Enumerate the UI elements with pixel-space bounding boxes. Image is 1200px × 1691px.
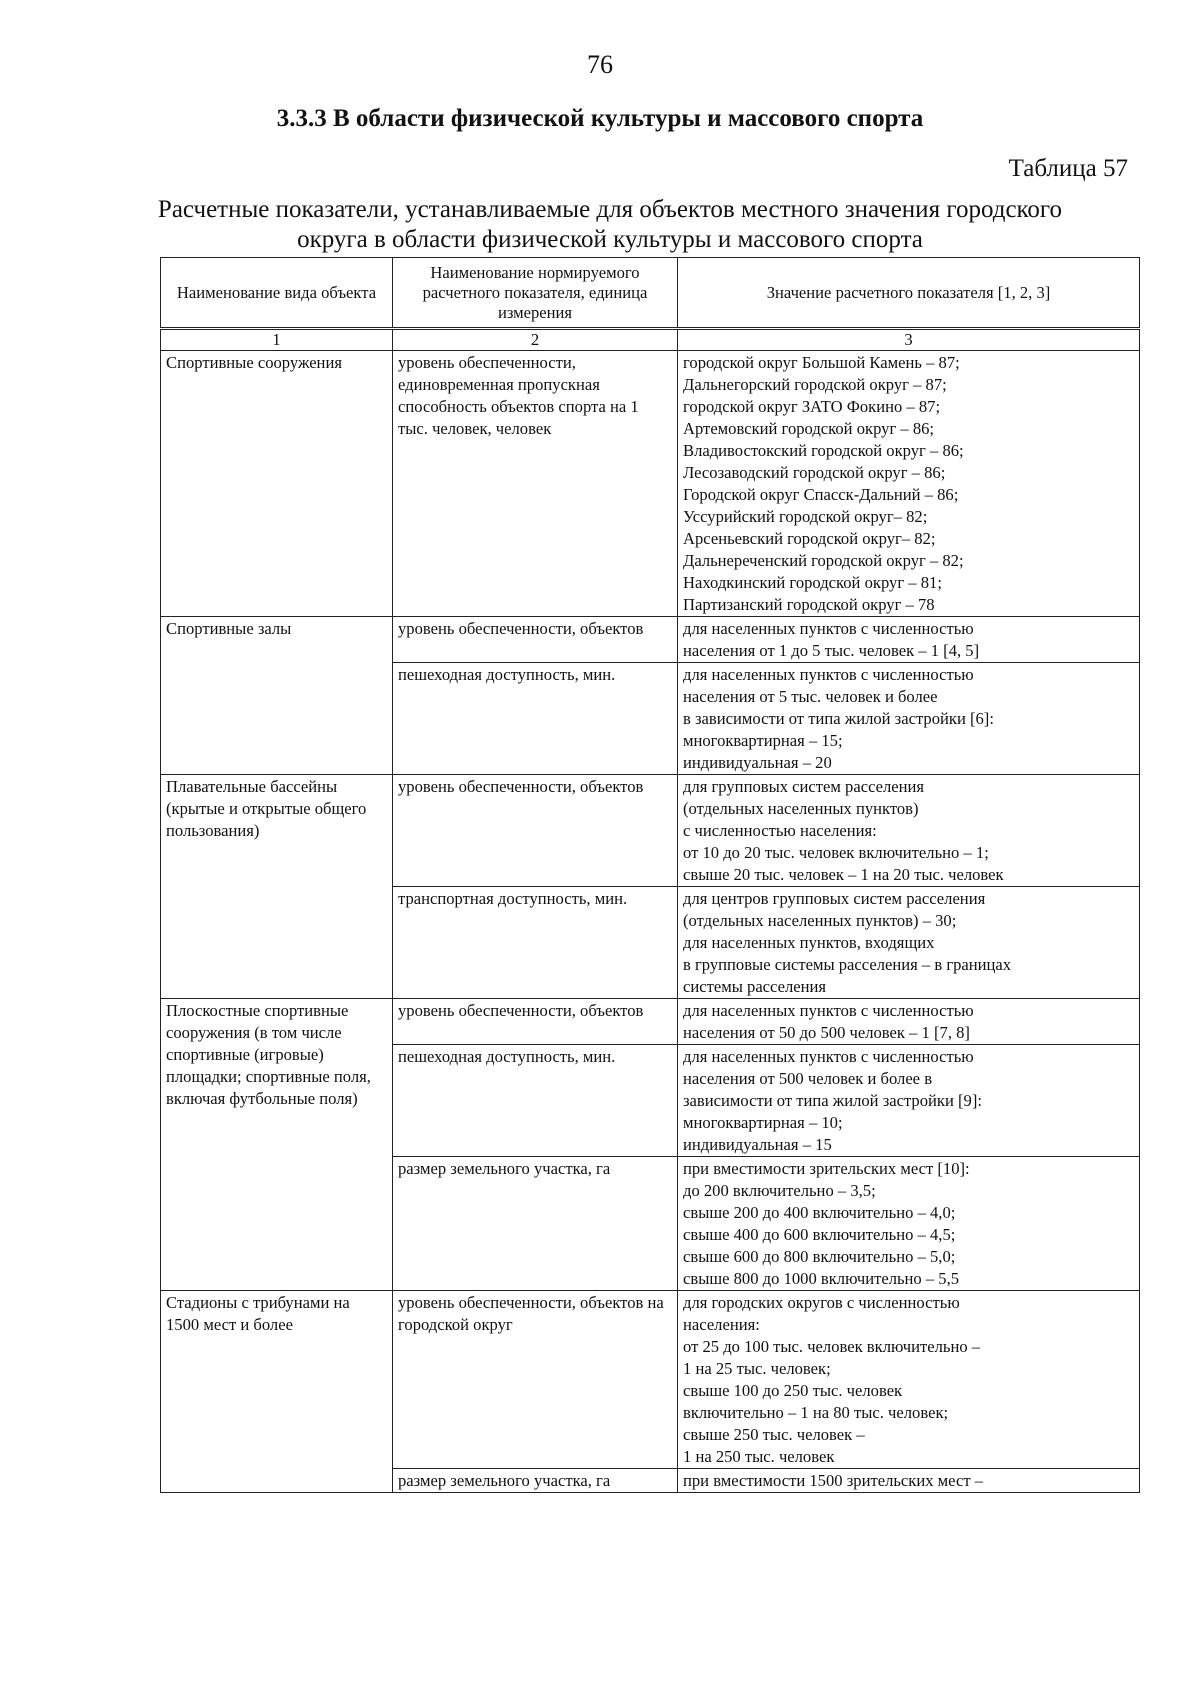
object-type-cell: Плоскостные спортивные сооружения (в том числе спортивные (игровые) площадки; спортивные поля, включая футбольные поля) — [161, 999, 393, 1291]
value-line: для населенных пунктов с численностью — [683, 1001, 974, 1020]
indicator-cell: пешеходная доступность, мин. — [393, 1045, 678, 1157]
value-line: населения от 500 человек и более в — [683, 1069, 933, 1088]
value-line: для населенных пунктов с численностью — [683, 1047, 974, 1066]
section-title: 3.3.3 В области физической культуры и массового спорта — [276, 105, 924, 132]
indicator-cell: пешеходная доступность, мин. — [393, 663, 678, 775]
value-line: Артемовский городской округ – 86; — [683, 419, 935, 438]
indicator-cell: уровень обеспеченности, объектов — [393, 617, 678, 663]
value-line: для населенных пунктов с численностью — [683, 665, 974, 684]
value-line: Дальнегорский городской округ – 87; — [683, 375, 947, 394]
value-line: свыше 100 до 250 тыс. человек — [683, 1381, 903, 1400]
table-header-row — [161, 258, 1140, 329]
norms-table — [160, 257, 1140, 1493]
header-value: Значение расчетного показателя [1, 2, 3] — [678, 258, 1140, 329]
object-type-cell: Спортивные сооружения — [161, 351, 393, 617]
value-cell — [678, 1469, 1140, 1493]
value-line: от 25 до 100 тыс. человек включительно – — [683, 1337, 981, 1356]
value-cell — [678, 887, 1140, 999]
value-line: для населенных пунктов, входящих — [683, 933, 935, 952]
value-line: в зависимости от типа жилой застройки [6]: — [683, 709, 994, 728]
table-row — [161, 775, 1140, 887]
value-line: для центров групповых систем расселения — [683, 889, 986, 908]
value-line: населения: — [683, 1315, 760, 1334]
value-line: городской округ ЗАТО Фокино – 87; — [683, 397, 941, 416]
value-line: (отдельных населенных пунктов) – 30; — [683, 911, 957, 930]
object-type-cell: Стадионы с трибунами на 1500 мест и более — [161, 1291, 393, 1493]
value-line: населения от 50 до 500 человек – 1 [7, 8] — [683, 1023, 970, 1042]
header-object-type: Наименование вида объекта — [161, 258, 393, 329]
value-line: Уссурийский городской округ– 82; — [683, 507, 928, 526]
value-line: населения от 5 тыс. человек и более — [683, 687, 938, 706]
table-number: Таблица 57 — [1008, 155, 1128, 182]
value-line: при вместимости 1500 зрительских мест – — [683, 1471, 984, 1490]
value-line: Арсеньевский городской округ– 82; — [683, 529, 936, 548]
value-line: свыше 200 до 400 включительно – 4,0; — [683, 1203, 956, 1222]
value-line: для населенных пунктов с численностью — [683, 619, 974, 638]
value-line: Партизанский городской округ – 78 — [683, 595, 935, 614]
table-caption: Расчетные показатели, устанавливаемые для объектов местного значения городского округа в области физической культуры и массового спорта — [157, 196, 1063, 253]
value-line: (отдельных населенных пунктов) — [683, 799, 919, 818]
table-row — [161, 351, 1140, 617]
column-number: 3 — [678, 329, 1140, 351]
object-type-cell: Спортивные залы — [161, 617, 393, 775]
value-line: от 10 до 20 тыс. человек включительно – 1; — [683, 843, 989, 862]
value-line: населения от 1 до 5 тыс. человек – 1 [4, 5] — [683, 641, 980, 660]
value-line: городской округ Большой Камень – 87; — [683, 353, 960, 372]
page-number: 76 — [587, 50, 613, 79]
value-line: свыше 600 до 800 включительно – 5,0; — [683, 1247, 956, 1266]
value-line: свыше 400 до 600 включительно – 4,5; — [683, 1225, 956, 1244]
value-line: Городской округ Спасск-Дальний – 86; — [683, 485, 959, 504]
value-cell — [678, 351, 1140, 617]
value-line: до 200 включительно – 3,5; — [683, 1181, 876, 1200]
value-line: с численностью населения: — [683, 821, 877, 840]
value-cell — [678, 999, 1140, 1045]
table-row — [161, 617, 1140, 663]
object-type-cell: Плавательные бассейны (крытые и открытые общего пользования) — [161, 775, 393, 999]
value-line: 1 на 250 тыс. человек — [683, 1447, 835, 1466]
value-line: Лесозаводский городской округ – 86; — [683, 463, 946, 482]
indicator-cell: уровень обеспеченности, единовременная пропускная способность объектов спорта на 1 тыс. человек, человек — [393, 351, 678, 617]
value-line: индивидуальная – 15 — [683, 1135, 832, 1154]
column-number: 2 — [393, 329, 678, 351]
column-number: 1 — [161, 329, 393, 351]
indicator-cell: уровень обеспеченности, объектов — [393, 775, 678, 887]
value-line: многоквартирная – 15; — [683, 731, 843, 750]
value-cell — [678, 1291, 1140, 1469]
value-line: для городских округов с численностью — [683, 1293, 960, 1312]
value-line: в групповые системы расселения – в границах — [683, 955, 1012, 974]
value-line: Владивостокский городской округ – 86; — [683, 441, 964, 460]
table-row — [161, 1291, 1140, 1469]
value-line: Дальнереченский городской округ – 82; — [683, 551, 964, 570]
value-cell — [678, 617, 1140, 663]
indicator-cell: транспортная доступность, мин. — [393, 887, 678, 999]
value-cell — [678, 1157, 1140, 1291]
value-line: для групповых систем расселения — [683, 777, 925, 796]
value-cell — [678, 775, 1140, 887]
indicator-cell: уровень обеспеченности, объектов на городской округ — [393, 1291, 678, 1469]
value-line: Находкинский городской округ – 81; — [683, 573, 942, 592]
value-cell — [678, 1045, 1140, 1157]
value-line: зависимости от типа жилой застройки [9]: — [683, 1091, 982, 1110]
value-line: свыше 800 до 1000 включительно – 5,5 — [683, 1269, 960, 1288]
indicator-cell: размер земельного участка, га — [393, 1469, 678, 1493]
header-indicator: Наименование нормируемого расчетного показателя, единица измерения — [393, 258, 678, 329]
value-cell — [678, 663, 1140, 775]
value-line: включительно – 1 на 80 тыс. человек; — [683, 1403, 949, 1422]
value-line: 1 на 25 тыс. человек; — [683, 1359, 831, 1378]
indicator-cell: размер земельного участка, га — [393, 1157, 678, 1291]
value-line: индивидуальная – 20 — [683, 753, 832, 772]
value-line: при вместимости зрительских мест [10]: — [683, 1159, 970, 1178]
value-line: свыше 20 тыс. человек – 1 на 20 тыс. человек — [683, 865, 1004, 884]
value-line: системы расселения — [683, 977, 827, 996]
indicator-cell: уровень обеспеченности, объектов — [393, 999, 678, 1045]
value-line: свыше 250 тыс. человек – — [683, 1425, 865, 1444]
table-body — [161, 351, 1140, 1493]
table-row — [161, 999, 1140, 1045]
value-line: многоквартирная – 10; — [683, 1113, 843, 1132]
column-number-row — [161, 329, 1140, 351]
